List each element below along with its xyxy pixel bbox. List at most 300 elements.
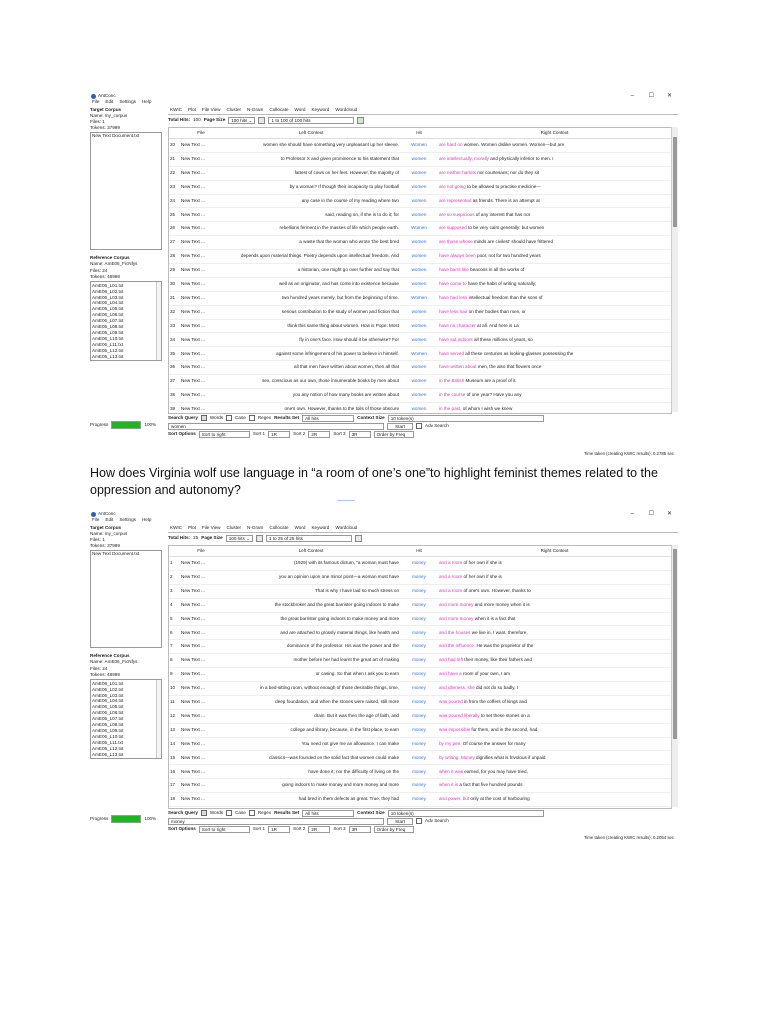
column-header-file[interactable]: File — [180, 546, 222, 557]
tool-panel — [168, 107, 678, 457]
row-hit: money — [400, 598, 438, 612]
menu-help[interactable]: Help — [141, 99, 152, 105]
adv-search-checkbox[interactable] — [416, 818, 422, 824]
reference-file-item[interactable]: AmE06_L09.txt — [92, 330, 124, 335]
sort3-select[interactable]: 3R — [349, 826, 371, 833]
antconc-window-1 — [90, 91, 678, 457]
column-header-left-context[interactable]: Left Context — [222, 546, 400, 557]
column-header-file[interactable]: File — [180, 128, 222, 139]
regex-label: Regex — [257, 414, 272, 420]
reference-file-item[interactable]: AmE06_L06.txt — [92, 312, 124, 318]
maximize-button[interactable]: ☐ — [648, 511, 654, 517]
tab-cluster[interactable]: Cluster — [226, 107, 242, 113]
table-row[interactable] — [169, 264, 671, 278]
target-corpus-files: Files: 1 — [90, 119, 105, 125]
table-row[interactable] — [169, 333, 671, 347]
table-row[interactable] — [169, 347, 671, 361]
reference-file-item[interactable]: AmE06_L04.txt — [92, 698, 124, 704]
tool-tabs — [168, 107, 678, 115]
order-select[interactable]: Order by Freq — [374, 431, 414, 438]
target-corpus-heading: Target Corpus — [90, 107, 122, 112]
table-row[interactable] — [169, 402, 671, 414]
question-text: How does Virginia wolf use language in “a room of one’s one”to highlight feminist themes related to the oppression and autonomy? — [90, 466, 658, 497]
close-button[interactable]: ✕ — [666, 511, 672, 517]
corpus-sidebar — [90, 525, 166, 841]
row-file: New Text ... — [180, 640, 222, 654]
table-row[interactable] — [169, 375, 671, 389]
file-list-scrollbar[interactable] — [156, 282, 161, 360]
row-hit: women — [400, 361, 438, 375]
tab-word[interactable]: Word — [294, 107, 306, 113]
start-button[interactable]: Start — [387, 818, 413, 825]
results-set-select[interactable]: All hits — [302, 415, 354, 422]
right-context-highlight: in the British — [439, 378, 465, 384]
row-index: 16 — [169, 765, 180, 779]
row-file: New Text ... — [180, 305, 222, 319]
reference-file-item[interactable]: AmE06_L02.txt — [92, 686, 124, 692]
page-size-label: Page Size — [201, 534, 223, 540]
right-context-rest: He was the proprietor of the — [475, 643, 534, 649]
menu-file[interactable]: File — [92, 99, 100, 105]
right-context-highlight: are intellectually, morally — [439, 156, 489, 162]
row-file: New Text ... — [180, 166, 222, 180]
table-row[interactable] — [169, 695, 671, 709]
row-left-context: women she should have something very unpleasant up her sleeve. — [222, 139, 400, 153]
row-right-context — [438, 584, 671, 598]
table-row[interactable] — [169, 166, 671, 180]
reference-file-item[interactable]: AmE06_L09.txt — [92, 728, 124, 733]
table-row[interactable] — [169, 640, 671, 654]
menu-help[interactable]: Help — [141, 517, 152, 523]
prev-page-button[interactable] — [258, 117, 265, 124]
menu-bar — [90, 517, 678, 524]
results-set-label: Results Set — [274, 414, 300, 420]
total-hits-label: Total Hits: — [168, 534, 191, 540]
table-row[interactable] — [169, 361, 671, 375]
column-header-right-context[interactable]: Right Context — [438, 128, 671, 139]
reference-file-item[interactable]: AmE06_L03.txt — [92, 294, 124, 300]
row-hit: Women — [400, 139, 438, 153]
antconc-window-2 — [90, 509, 678, 841]
tab-wordcloud[interactable]: Wordcloud — [335, 107, 358, 113]
reference-file-item[interactable]: AmE06_L11.txt — [92, 341, 124, 347]
table-row[interactable] — [169, 305, 671, 319]
table-row[interactable] — [169, 250, 671, 264]
reference-file-list[interactable] — [90, 679, 162, 759]
close-button[interactable]: ✕ — [666, 93, 672, 99]
app-icon — [91, 512, 96, 517]
table-row[interactable] — [169, 208, 671, 222]
tab-n-gram[interactable]: N-Gram — [247, 525, 264, 531]
sort2-select[interactable]: 2R — [308, 431, 330, 438]
tab-collocate[interactable]: Collocate — [269, 107, 289, 113]
reference-file-item[interactable]: AmE06_L05.txt — [92, 306, 124, 312]
row-right-context — [438, 737, 671, 751]
table-row[interactable] — [169, 682, 671, 696]
menu-settings[interactable]: Settings — [119, 517, 136, 523]
row-file: New Text ... — [180, 737, 222, 751]
next-page-button[interactable] — [355, 535, 362, 542]
row-right-context — [438, 291, 671, 305]
regex-checkbox[interactable] — [249, 415, 255, 421]
row-hit: money — [400, 737, 438, 751]
row-left-context: serious contribution to the study of women and fiction that — [222, 305, 400, 319]
tab-n-gram[interactable]: N-Gram — [247, 107, 264, 113]
right-context-rest: to be very calm generally: but women — [466, 225, 545, 231]
search-controls — [168, 809, 678, 833]
target-corpus-name: Name: my_corpus — [90, 531, 128, 537]
table-row[interactable] — [169, 222, 671, 236]
tab-plot[interactable]: Plot — [188, 525, 196, 531]
column-header-hit[interactable]: Hit — [400, 128, 438, 139]
row-hit: money — [400, 682, 438, 696]
column-header-left-context[interactable]: Left Context — [222, 128, 400, 139]
table-row[interactable] — [169, 277, 671, 291]
row-index: 32 — [169, 305, 180, 319]
context-size-spinner[interactable]: 10 token(s) — [388, 810, 544, 817]
row-index: 18 — [169, 793, 180, 807]
right-context-rest: as friends. There is an attempt at — [471, 197, 540, 203]
reference-file-item[interactable]: AmE06_L01.txt — [92, 282, 124, 288]
row-left-context: rebellions ferment in the masses of life which people earth. — [222, 222, 400, 236]
words-checkbox[interactable] — [201, 810, 207, 816]
row-right-context — [438, 194, 671, 208]
row-hit: women — [400, 319, 438, 333]
row-left-context: two hundred years merely, but from the beginning of time. — [222, 291, 400, 305]
reference-file-item[interactable]: AmE06_L08.txt — [92, 324, 124, 330]
row-hit: Women — [400, 291, 438, 305]
right-context-highlight: and the influence. — [439, 643, 476, 649]
reference-file-item[interactable]: AmE06_L06.txt — [92, 710, 124, 716]
scrollbar-thumb[interactable] — [673, 137, 677, 227]
row-hit: women — [400, 236, 438, 250]
row-right-context — [438, 375, 671, 389]
table-row[interactable] — [169, 779, 671, 793]
right-context-highlight: by my pen. — [439, 740, 462, 746]
row-index: 13 — [169, 723, 180, 737]
row-left-context: have done it; nor the difficulty of living on the — [222, 765, 400, 779]
row-hit: money — [400, 668, 438, 682]
table-row[interactable] — [169, 389, 671, 403]
text-cursor-mark — [337, 500, 355, 501]
right-context-highlight: are not going — [439, 183, 466, 189]
reference-file-item[interactable]: AmE06_L12.txt — [92, 347, 124, 353]
row-left-context: you an opinion upon one minor point—a woman must have — [222, 570, 400, 584]
case-checkbox[interactable] — [226, 415, 232, 421]
menu-edit[interactable]: Edit — [105, 517, 114, 523]
row-right-context — [438, 695, 671, 709]
row-left-context: That is why I have laid so much stress on — [222, 584, 400, 598]
table-row[interactable] — [169, 765, 671, 779]
file-list-item[interactable]: New Text Document.txt — [92, 133, 140, 139]
target-corpus-heading: Target Corpus — [90, 525, 122, 530]
scrollbar-thumb[interactable] — [673, 549, 677, 739]
row-hit: money — [400, 793, 438, 807]
sort3-label: Sort 3 — [333, 430, 346, 436]
reference-file-item[interactable] — [92, 360, 160, 361]
search-query-label: Search Query — [168, 414, 198, 420]
file-list-scrollbar[interactable] — [156, 680, 161, 758]
table-scrollbar[interactable] — [671, 545, 678, 807]
row-file: New Text ... — [180, 779, 222, 793]
row-index: 11 — [169, 695, 180, 709]
right-context-rest: Of course the answer for many — [461, 740, 526, 746]
sort1-select[interactable]: 1R — [268, 431, 290, 438]
reference-corpus-heading: Reference Corpus — [90, 255, 130, 261]
sort2-select[interactable]: 2R — [308, 826, 330, 833]
tab-kwic[interactable]: KWIC — [170, 107, 182, 113]
right-context-rest: of her own if she is — [462, 560, 502, 566]
tool-panel — [168, 525, 678, 841]
row-index: 22 — [169, 166, 180, 180]
sort3-select[interactable]: 3R — [349, 431, 371, 438]
minimize-button[interactable]: – — [630, 511, 634, 517]
start-button[interactable]: Start — [387, 423, 413, 430]
status-footer: Time taken (creating KWIC results): 0.2785 sec — [583, 450, 674, 456]
right-context-rest: when it is a fact that — [473, 615, 516, 621]
table-row[interactable] — [169, 751, 671, 765]
row-index: 7 — [169, 640, 180, 654]
tab-file-view[interactable]: File View — [201, 107, 221, 113]
next-page-button[interactable] — [357, 117, 364, 124]
row-right-context — [438, 668, 671, 682]
table-row[interactable] — [169, 152, 671, 166]
row-right-context — [438, 208, 671, 222]
right-context-rest: only at the cost of harbouring — [469, 796, 530, 802]
sort3-label: Sort 3 — [333, 825, 346, 831]
row-left-context: fly in one's face. How should it be otherwise? For — [222, 333, 400, 347]
row-left-context: you any notion of how many books are written about — [222, 389, 400, 403]
reference-file-item[interactable]: AmE06_L07.txt — [92, 716, 124, 722]
right-context-rest: minds are civilest' should have frittered — [472, 239, 554, 245]
row-file: New Text ... — [180, 402, 222, 414]
right-context-highlight: and the houses — [439, 629, 471, 635]
reference-file-item[interactable]: AmE06_L10.txt — [92, 733, 124, 739]
row-right-context — [438, 361, 671, 375]
right-context-highlight: when it was — [439, 768, 464, 774]
right-context-highlight: have less hair — [439, 308, 468, 314]
row-right-context — [438, 570, 671, 584]
sort-mode-select[interactable]: Sort to right — [199, 431, 250, 438]
target-file-list[interactable] — [90, 550, 162, 648]
sort1-select[interactable]: 1R — [268, 826, 290, 833]
row-hit: women — [400, 389, 438, 403]
table-row[interactable] — [169, 584, 671, 598]
row-hit: money — [400, 584, 438, 598]
row-file: New Text ... — [180, 194, 222, 208]
reference-file-item[interactable]: AmE06_L04.txt — [92, 300, 124, 306]
reference-file-item[interactable]: AmE06_L12.txt — [92, 745, 124, 751]
table-row[interactable] — [169, 793, 671, 807]
reference-file-item[interactable]: AmE06_L08.txt — [92, 722, 124, 728]
reference-corpus-heading: Reference Corpus — [90, 653, 130, 659]
row-left-context: in a bed-sitting room, without enough of those desirable things, time, — [222, 682, 400, 696]
table-row[interactable] — [169, 668, 671, 682]
row-file: New Text ... — [180, 236, 222, 250]
right-context-rest: and more money when it is — [473, 601, 530, 607]
search-query-input[interactable]: women — [168, 423, 384, 430]
sort1-label: Sort 1 — [252, 430, 266, 436]
table-row[interactable] — [169, 319, 671, 333]
row-left-context: drain. But it was then the age of faith, and — [222, 709, 400, 723]
row-file: New Text ... — [180, 361, 222, 375]
prev-page-button[interactable] — [256, 535, 263, 542]
adv-search-label: Adv Search — [425, 817, 449, 823]
reference-file-item[interactable]: AmE06_L03.txt — [92, 692, 124, 698]
row-right-context — [438, 765, 671, 779]
column-header-hit[interactable]: Hit — [400, 546, 438, 557]
table-row[interactable] — [169, 139, 671, 153]
right-context-rest: all these millions of years, so — [472, 336, 533, 342]
regex-checkbox[interactable] — [249, 810, 255, 816]
row-hit: women — [400, 166, 438, 180]
table-row[interactable] — [169, 570, 671, 584]
row-right-context — [438, 779, 671, 793]
row-right-context — [438, 389, 671, 403]
reference-corpus-name: Name: AmE06_FicNfys — [90, 261, 138, 267]
row-left-context: deep foundation, and when the stones were raised, still more — [222, 695, 400, 709]
order-select[interactable]: Order by Freq — [374, 826, 414, 833]
row-right-context — [438, 250, 671, 264]
tab-word[interactable]: Word — [294, 525, 306, 531]
context-size-spinner[interactable]: 10 token(s) — [388, 415, 544, 422]
reference-file-item[interactable]: AmE06_L11.txt — [92, 739, 124, 745]
row-index: 14 — [169, 737, 180, 751]
right-context-highlight: have sat indoors — [439, 336, 473, 342]
tab-keyword[interactable]: Keyword — [311, 525, 330, 531]
maximize-button[interactable]: ☐ — [648, 93, 654, 99]
reference-file-item[interactable]: AmE06_L13.txt — [92, 751, 124, 757]
row-file: New Text ... — [180, 277, 222, 291]
row-right-context — [438, 222, 671, 236]
row-left-context: a waste that the woman who wrote 'the best bred — [222, 236, 400, 250]
right-context-highlight: and power, but — [439, 796, 470, 802]
right-context-rest: of her own if she is — [462, 574, 502, 580]
row-file: New Text ... — [180, 264, 222, 278]
table-row[interactable] — [169, 598, 671, 612]
table-row[interactable] — [169, 194, 671, 208]
reference-file-item[interactable]: AmE06_L05.txt — [92, 704, 124, 710]
tab-plot[interactable]: Plot — [188, 107, 196, 113]
row-index: 30 — [169, 277, 180, 291]
row-left-context: the stockbroker and the great barrister going indoors to make — [222, 598, 400, 612]
results-set-label: Results Set — [274, 809, 300, 815]
row-hit: money — [400, 570, 438, 584]
right-context-rest: of one's own. However, thanks to — [462, 587, 531, 593]
progress-row — [90, 421, 156, 429]
search-query-input[interactable]: money — [168, 818, 384, 825]
reference-file-item[interactable]: AmE06_L07.txt — [92, 318, 124, 324]
tab-keyword[interactable]: Keyword — [311, 107, 330, 113]
right-context-highlight: have no character — [439, 322, 476, 328]
reference-file-item[interactable] — [92, 758, 160, 759]
row-left-context: any case in the course of my reading where two — [222, 194, 400, 208]
status-footer: Time taken (creating KWIC results): 0.2054 sec — [583, 834, 674, 840]
tab-cluster[interactable]: Cluster — [226, 525, 242, 531]
table-row[interactable] — [169, 654, 671, 668]
table-row[interactable] — [169, 737, 671, 751]
reference-file-item[interactable]: AmE06_L02.txt — [92, 288, 124, 294]
reference-file-item[interactable]: AmE06_L13.txt — [92, 353, 124, 359]
right-context-rest: men, the also that flowers once — [476, 364, 542, 370]
row-right-context — [438, 236, 671, 250]
case-checkbox[interactable] — [226, 810, 232, 816]
right-context-highlight: and a room — [439, 587, 463, 593]
results-set-select[interactable]: All hits — [302, 810, 354, 817]
menu-settings[interactable]: Settings — [119, 99, 136, 105]
reference-corpus-files: Files: 24 — [90, 267, 108, 273]
table-row[interactable] — [169, 723, 671, 737]
table-row[interactable] — [169, 612, 671, 626]
row-hit: money — [400, 640, 438, 654]
row-index: 21 — [169, 152, 180, 166]
table-row[interactable] — [169, 291, 671, 305]
row-left-context: depends upon material things. Poetry depends upon intellectual freedom. And — [222, 250, 400, 264]
row-right-context — [438, 654, 671, 668]
words-checkbox[interactable] — [201, 415, 207, 421]
row-index: 29 — [169, 264, 180, 278]
row-hit: women — [400, 402, 438, 414]
tab-file-view[interactable]: File View — [201, 525, 221, 531]
right-context-rest: beacons in all the works of — [468, 267, 525, 273]
sort-mode-select[interactable]: Sort to right — [199, 826, 250, 833]
row-index: 28 — [169, 250, 180, 264]
row-index: 15 — [169, 751, 180, 765]
menu-edit[interactable]: Edit — [105, 99, 114, 105]
row-right-context — [438, 347, 671, 361]
reference-file-item[interactable]: AmE06_L01.txt — [92, 680, 124, 686]
table-row[interactable] — [169, 236, 671, 250]
right-context-highlight: have burnt like — [439, 267, 469, 273]
row-file: New Text ... — [180, 654, 222, 668]
minimize-button[interactable]: – — [630, 93, 634, 99]
right-context-highlight: in the past, — [439, 406, 462, 412]
table-row[interactable] — [169, 626, 671, 640]
tab-wordcloud[interactable]: Wordcloud — [335, 525, 358, 531]
row-file: New Text ... — [180, 668, 222, 682]
reference-corpus-files: Files: 24 — [90, 665, 108, 671]
row-file: New Text ... — [180, 375, 222, 389]
reference-file-list[interactable] — [90, 281, 162, 361]
reference-file-item[interactable]: AmE06_L10.txt — [92, 335, 124, 341]
column-header-right-context[interactable]: Right Context — [438, 546, 671, 557]
progress-value: 100% — [144, 421, 157, 427]
right-context-rest: earned, for you may have tried, — [463, 768, 528, 774]
adv-search-checkbox[interactable] — [416, 423, 422, 429]
tab-collocate[interactable]: Collocate — [269, 525, 289, 531]
right-context-rest: at all. And here is La — [475, 322, 519, 328]
progress-value: 100% — [144, 815, 157, 821]
row-index: 20 — [169, 139, 180, 153]
row-right-context — [438, 402, 671, 414]
tab-kwic[interactable]: KWIC — [170, 525, 182, 531]
row-left-context: classics—was founded on the solid fact that women could make — [222, 751, 400, 765]
page-size-select[interactable]: 100 hits ⌄ — [226, 535, 253, 542]
regex-label: Regex — [257, 809, 272, 815]
menu-file[interactable]: File — [92, 517, 100, 523]
table-row[interactable] — [169, 709, 671, 723]
right-context-highlight: have written about — [439, 364, 477, 370]
page-size-select[interactable]: 100 hits ⌄ — [228, 117, 255, 124]
row-right-context — [438, 751, 671, 765]
target-file-list[interactable] — [90, 132, 162, 250]
table-row[interactable] — [169, 557, 671, 571]
file-list-item[interactable]: New Text Document.txt — [92, 551, 140, 557]
row-hit: women — [400, 305, 438, 319]
table-row[interactable] — [169, 180, 671, 194]
table-scrollbar[interactable] — [671, 127, 678, 412]
row-right-context — [438, 319, 671, 333]
